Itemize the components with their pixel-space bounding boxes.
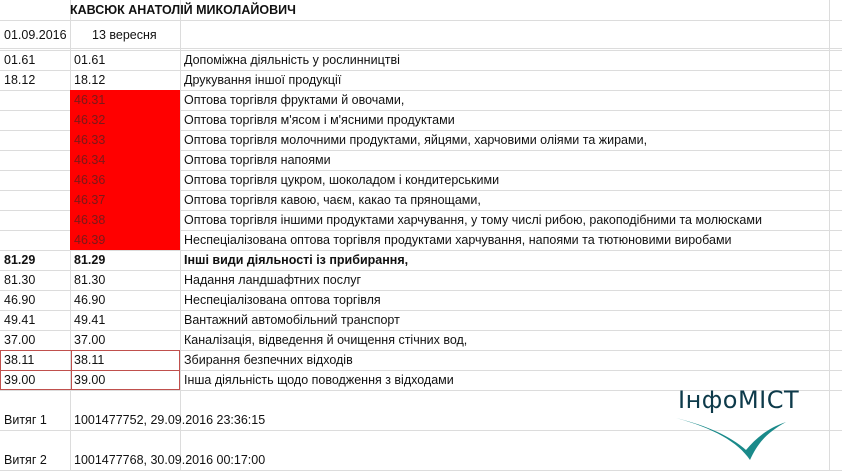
code-b-cell[interactable]: 46.33: [70, 130, 180, 150]
code-b-cell[interactable]: 18.12: [74, 73, 106, 87]
code-b-cell[interactable]: 81.30: [74, 273, 106, 287]
code-a-cell[interactable]: 81.29: [4, 253, 36, 267]
grid-line: [0, 48, 842, 49]
code-b-cell[interactable]: 01.61: [74, 53, 106, 67]
code-a-cell[interactable]: [0, 110, 70, 130]
code-b-cell[interactable]: 46.32: [70, 110, 180, 130]
code-b-cell[interactable]: 81.29: [74, 253, 106, 267]
code-a-cell[interactable]: 01.61: [4, 53, 36, 67]
code-a-cell[interactable]: 39.00: [4, 373, 36, 387]
code-b-cell[interactable]: 49.41: [74, 313, 106, 327]
activity-description-cell[interactable]: Оптова торгівля м'ясом і м'ясними продуктами: [184, 113, 455, 127]
code-a-cell[interactable]: [0, 130, 70, 150]
note-cell[interactable]: 13 вересня: [92, 28, 157, 42]
activity-description-cell[interactable]: Вантажний автомобільний транспорт: [184, 313, 400, 327]
code-b-cell[interactable]: 46.39: [70, 230, 180, 250]
activity-description-cell[interactable]: Інша діяльність щодо поводження з відходами: [184, 373, 454, 387]
code-b-cell[interactable]: 46.37: [70, 190, 180, 210]
extract-1-value[interactable]: 1001477752, 29.09.2016 23:36:15: [74, 413, 266, 427]
activity-description-cell[interactable]: Неспеціалізована оптова торгівля: [184, 293, 381, 307]
extract-2-label[interactable]: Витяг 2: [4, 453, 47, 467]
code-b-cell[interactable]: 39.00: [74, 373, 106, 387]
code-a-cell[interactable]: [0, 210, 70, 230]
date-cell[interactable]: 01.09.2016: [4, 28, 67, 42]
activity-description-cell[interactable]: Оптова торгівля напоями: [184, 153, 331, 167]
code-a-cell[interactable]: [0, 150, 70, 170]
code-a-cell[interactable]: 38.11: [4, 353, 35, 367]
activity-description-cell[interactable]: Оптова торгівля цукром, шоколадом і кондитерськими: [184, 173, 500, 187]
activity-description-cell[interactable]: Оптова торгівля молочними продуктами, яйцями, харчовими оліями та жирами,: [184, 133, 648, 147]
code-b-cell[interactable]: 37.00: [74, 333, 106, 347]
code-a-cell[interactable]: [0, 90, 70, 110]
code-a-cell[interactable]: 46.90: [4, 293, 36, 307]
code-a-cell[interactable]: 18.12: [4, 73, 36, 87]
code-b-cell[interactable]: 46.38: [70, 210, 180, 230]
activity-description-cell[interactable]: Інші види діяльності із прибирання,: [184, 253, 409, 267]
code-a-cell[interactable]: [0, 190, 70, 210]
logo-text: ІнфоМІСТ: [678, 386, 800, 414]
grid-line: [0, 20, 842, 21]
activity-description-cell[interactable]: Збирання безпечних відходів: [184, 353, 353, 367]
code-a-cell[interactable]: 81.30: [4, 273, 36, 287]
code-b-cell[interactable]: 38.11: [74, 353, 105, 367]
code-b-cell[interactable]: 46.34: [70, 150, 180, 170]
infomist-logo: [668, 380, 818, 465]
activity-description-cell[interactable]: Друкування іншої продукції: [184, 73, 342, 87]
activity-description-cell[interactable]: Допоміжна діяльність у рослинництві: [184, 53, 400, 67]
activity-description-cell[interactable]: Надання ландшафтних послуг: [184, 273, 362, 287]
activity-description-cell[interactable]: Оптова торгівля фруктами й овочами,: [184, 93, 405, 107]
highlighted-box: [0, 350, 180, 390]
code-a-cell[interactable]: [0, 170, 70, 190]
code-b-cell[interactable]: 46.31: [70, 90, 180, 110]
code-b-cell[interactable]: 46.36: [70, 170, 180, 190]
activity-description-cell[interactable]: Оптова торгівля кавою, чаєм, какао та прянощами,: [184, 193, 481, 207]
code-a-cell[interactable]: 49.41: [4, 313, 36, 327]
extract-1-label[interactable]: Витяг 1: [4, 413, 47, 427]
code-a-cell[interactable]: 37.00: [4, 333, 36, 347]
person-name-title: КАВСЮК АНАТОЛІЙ МИКОЛАЙОВИЧ: [70, 3, 296, 17]
code-b-cell[interactable]: 46.90: [74, 293, 106, 307]
extract-2-value[interactable]: 1001477768, 30.09.2016 00:17:00: [74, 453, 266, 467]
activity-description-cell[interactable]: Неспеціалізована оптова торгівля продуктами харчування, напоями та тютюновими виробами: [184, 233, 732, 247]
activity-description-cell[interactable]: Каналізація, відведення й очищення стічних вод,: [184, 333, 468, 347]
code-a-cell[interactable]: [0, 230, 70, 250]
activity-description-cell[interactable]: Оптова торгівля іншими продуктами харчування, у тому числі рибою, ракоподібними та молюсками: [184, 213, 762, 227]
